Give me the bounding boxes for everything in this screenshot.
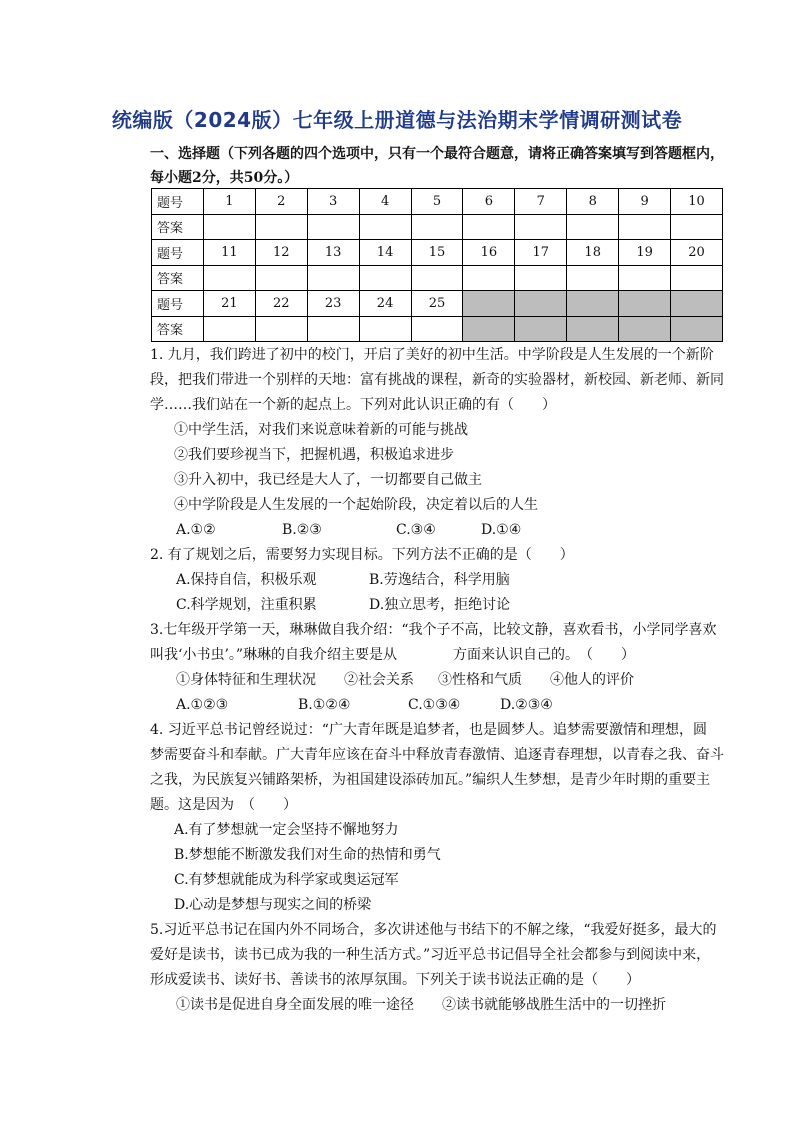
answer-label: 答案 [152,316,204,342]
answer-cell[interactable] [255,316,307,342]
question-number: 20 [671,240,723,266]
answer-cell[interactable] [463,265,515,291]
question-4-text: 之我，为民族复兴铺路架桥，为祖国建设添砖加瓦。”编织人生梦想，是青少年时期的重要主 [150,772,711,788]
question-number: 25 [411,291,463,317]
answer-cell[interactable] [255,214,307,240]
shaded-cell [567,291,619,317]
question-number: 8 [567,189,619,215]
question-1-text: 段，把我们带进一个别样的天地：富有挑战的课程，新奇的实验器材，新校园、新老师、新同 [150,372,724,388]
question-2-choices [150,568,730,593]
choice-b[interactable]: B.劳逸结合，科学用脑 [369,572,510,588]
answer-grid-number-row [152,291,723,317]
question-number: 13 [307,240,359,266]
shaded-cell [567,316,619,342]
question-number: 19 [619,240,671,266]
question-number: 15 [411,240,463,266]
answer-cell[interactable] [307,265,359,291]
answer-cell[interactable] [307,214,359,240]
question-3-text: 3.七年级开学第一天，琳琳做自我介绍：“我个子不高，比较文静，喜欢看书，小学同学喜欢 [150,622,717,638]
answer-cell[interactable] [359,316,411,342]
question-3-choices [150,693,730,718]
question-5-text: 爱好是读书，读书已成为我的一种生活方式。”习近平总书记倡导全社会都参与到阅读中来， [150,947,711,963]
question-3-statements [150,668,730,693]
question-4-text: 梦需要奋斗和奉献。广大青年应该在奋斗中释放青春激情、追逐青春理想，以青春之我、奋斗 [150,747,724,763]
answer-cell[interactable] [567,265,619,291]
choice-c[interactable]: C.科学规划，注重积累 [176,597,317,613]
question-1-text: 学……我们站在一个新的起点上。下列对此认识正确的有（ ） [150,397,556,413]
answer-cell[interactable] [671,265,723,291]
answer-cell[interactable] [619,214,671,240]
answer-cell[interactable] [203,214,255,240]
question-number: 18 [567,240,619,266]
question-5-statements [150,993,730,1018]
choice-a[interactable]: A.①② [176,522,216,538]
question-number: 16 [463,240,515,266]
choice-d[interactable]: D.独立思考，拒绝讨论 [369,597,511,613]
question-1-choices [150,518,730,543]
answer-cell[interactable] [619,265,671,291]
question-number: 12 [255,240,307,266]
answer-label: 答案 [152,265,204,291]
statement-4: ④他人的评价 [550,672,634,688]
question-4-text: 题。这是因为 （ ） [150,797,297,813]
answer-cell[interactable] [359,214,411,240]
answer-label: 答案 [152,214,204,240]
question-number: 1 [203,189,255,215]
answer-cell[interactable] [359,265,411,291]
shaded-cell [619,316,671,342]
statement-3: ③性格和气质 [438,672,522,688]
choice-c[interactable]: C.③④ [396,522,436,538]
answer-cell[interactable] [411,265,463,291]
question-number: 14 [359,240,411,266]
shaded-cell [515,316,567,342]
shaded-cell [671,291,723,317]
answer-cell[interactable] [515,265,567,291]
question-number: 11 [203,240,255,266]
question-number: 3 [307,189,359,215]
choice-a[interactable]: A.有了梦想就一定会坚持不懈地努力 [174,822,399,838]
shaded-cell [619,291,671,317]
question-3-text: 叫我‘小书虫’。”琳琳的自我介绍主要是从 方面来认识自己的。 （ ） [150,647,636,663]
question-number: 10 [671,189,723,215]
question-number: 4 [359,189,411,215]
answer-cell[interactable] [515,214,567,240]
section-heading-line2: 每小题2分，共50分。） [150,170,299,186]
question-number: 6 [463,189,515,215]
choice-c[interactable]: C.有梦想就能成为科学家或奥运冠军 [174,872,399,888]
question-number: 24 [359,291,411,317]
exam-title: 统编版（2024版）七年级上册道德与法治期末学情调研测试卷 [111,108,683,132]
answer-grid-answer-row [152,214,723,240]
answer-grid-number-row [152,189,723,215]
answer-cell[interactable] [567,214,619,240]
question-5-text: 5.习近平总书记在国内外不同场合，多次讲述他与书结下的不解之缘，“我爱好挺多，最大的 [150,922,717,938]
answer-grid-answer-row [152,316,723,342]
shaded-cell [463,291,515,317]
number-label: 题号 [152,291,204,317]
question-1-statement: ②我们要珍视当下，把握机遇，积极追求进步 [174,447,454,463]
choice-d[interactable]: D.②③④ [500,697,553,713]
question-number: 22 [255,291,307,317]
number-label: 题号 [152,240,204,266]
question-1-statement: ①中学生活，对我们来说意味着新的可能与挑战 [174,422,468,438]
section-heading [150,142,740,190]
choice-b[interactable]: B.②③ [282,522,322,538]
question-4-text: 4. 习近平总书记曾经说过：“广大青年既是追梦者，也是圆梦人。追梦需要激情和理想，圆 [150,722,707,738]
questions [150,343,730,1018]
answer-grid-number-row [152,240,723,266]
question-number: 7 [515,189,567,215]
statement-2: ②读书就能够战胜生活中的一切挫折 [442,997,666,1013]
section-heading-line1: 一、选择题（下列各题的四个选项中，只有一个最符合题意，请将正确答案填写到答题框内， [150,146,724,162]
question-1-text: 1. 九月，我们跨进了初中的校门，开启了美好的初中生活。中学阶段是人生发展的一个新阶 [150,347,714,363]
question-1-statement: ③升入初中，我已经是大人了，一切都要自己做主 [174,472,482,488]
choice-d[interactable]: D.心动是梦想与现实之间的桥梁 [174,897,372,913]
answer-grid-answer-row [152,265,723,291]
question-5-text: 形成爱读书、读好书、善读书的浓厚氛围。下列关于读书说法正确的是（ ） [150,972,640,988]
answer-cell[interactable] [255,265,307,291]
question-number: 2 [255,189,307,215]
answer-cell[interactable] [671,214,723,240]
question-2-choices [150,593,730,618]
choice-b[interactable]: B.梦想能不断激发我们对生命的热情和勇气 [174,847,441,863]
question-number: 23 [307,291,359,317]
shaded-cell [515,291,567,317]
question-number: 9 [619,189,671,215]
statement-2: ②社会关系 [344,672,414,688]
answer-cell[interactable] [203,316,255,342]
answer-cell[interactable] [463,214,515,240]
answer-cell[interactable] [203,265,255,291]
answer-cell[interactable] [411,316,463,342]
choice-a[interactable]: A.保持自信，积极乐观 [176,572,317,588]
choice-c[interactable]: C.①③④ [408,697,461,713]
question-number: 21 [203,291,255,317]
question-1-statement: ④中学阶段是人生发展的一个起始阶段，决定着以后的人生 [174,497,538,513]
statement-1: ①身体特征和生理状况 [176,672,316,688]
statement-1: ①读书是促进自身全面发展的唯一途径 [176,997,414,1013]
number-label: 题号 [152,189,204,215]
shaded-cell [463,316,515,342]
shaded-cell [671,316,723,342]
question-number: 5 [411,189,463,215]
choice-d[interactable]: D.①④ [481,522,522,538]
question-number: 17 [515,240,567,266]
choice-b[interactable]: B.①②④ [298,697,351,713]
choice-a[interactable]: A.①②③ [176,697,229,713]
question-2-text: 2. 有了规划之后，需要努力实现目标。下列方法不正确的是（ ） [150,547,574,563]
answer-grid [151,188,723,342]
answer-cell[interactable] [307,316,359,342]
answer-cell[interactable] [411,214,463,240]
